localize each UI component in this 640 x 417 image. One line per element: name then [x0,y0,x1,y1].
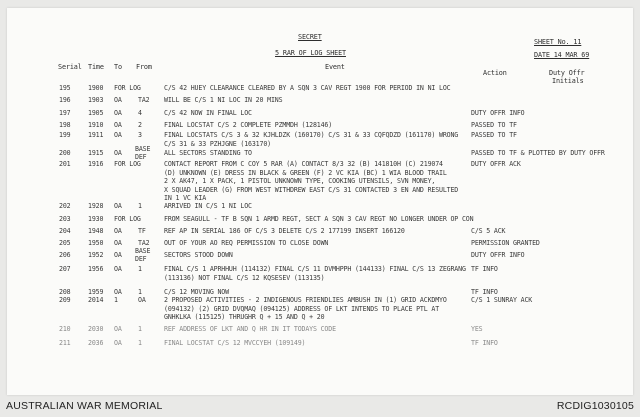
action-cell: C/S 1 SUNRAY ACK [471,296,533,304]
time-cell: 1956 [88,265,104,273]
event-line: 2 X AK47, 1 X PACK, 1 PISTOL UNKNOWN TYPE, COOKING UTENSILS, SVN MONEY, [164,177,436,186]
serial-cell: 197 [59,109,71,117]
to-cell: FOR LOG [114,160,141,168]
from-cell: 1 [138,265,142,273]
serial-cell: 205 [59,239,71,247]
sheet-date: DATE 14 MAR 69 [534,51,590,59]
action-cell: C/S 5 ACK [471,227,506,235]
time-cell: 1903 [88,96,104,104]
to-cell: 1 [114,296,118,304]
serial-cell: 202 [59,202,71,210]
serial-cell: 209 [59,296,71,304]
time-cell: 1900 [88,84,104,92]
serial-cell: 207 [59,265,71,273]
action-cell: DUTY OFFR INFO [471,109,525,117]
action-cell: PASSED TO TF [471,131,517,139]
archive-credit: AUSTRALIAN WAR MEMORIAL [6,400,163,412]
event-line: ALL SECTORS STANDING TO [164,149,252,157]
from-cell-cont: DEF [135,255,147,263]
col-header-to: To [114,63,122,71]
from-cell: 1 [138,325,142,333]
from-cell: 1 [138,339,142,347]
to-cell: OA [114,251,122,259]
to-cell: OA [114,96,122,104]
event-line: SECTORS STOOD DOWN [164,251,233,259]
action-cell: PASSED TO TF & PLOTTED BY DUTY OFFR [471,149,605,157]
event-line: X SQUAD LEADER (G) FROM WEST WITHDREW EAST C/S 31 CONTACTED 3 EN AND RESULTED [164,185,459,194]
sheet-subtitle: 5 RAR OF LOG SHEET [275,49,346,57]
from-cell: TF [138,227,146,235]
serial-cell: 199 [59,131,71,139]
from-cell: TA2 [138,239,150,247]
event-line: FROM SEAGULL - TF B SQN 1 ARMD REGT, SECT A SQN 3 CAV REGT NO LONGER UNDER OP CON [164,215,474,223]
serial-cell: 198 [59,121,71,129]
to-cell: OA [114,131,122,139]
from-cell: BASE [135,247,151,255]
to-cell: OA [114,202,122,210]
from-cell: 2 [138,121,142,129]
event-line: OUT OF YOUR AO REQ PERMISSION TO CLOSE DOWN [164,239,329,247]
event-line: REF AP IN SERIAL 186 OF C/S 3 DELETE C/S 2 177199 INSERT 166120 [164,227,405,235]
serial-cell: 203 [59,215,71,223]
event-line: GNHKLKA (115125) THRUGHR Q + 15 AND Q + 20 [164,313,325,322]
sheet-number: SHEET No. 11 [534,38,582,46]
col-header-from: From [136,63,152,71]
to-cell: OA [114,227,122,235]
serial-cell: 195 [59,84,71,92]
col-header-event: Event [325,63,345,71]
event-line: FINAL LOCSTAT C/S 12 MVCCYEH (109149) [164,339,306,347]
time-cell: 1959 [88,288,104,296]
event-line: FINAL C/S 1 APRHHUH (114132) FINAL C/S 11 DVMHPPH (144133) FINAL C/S 13 ZEGRANG [164,265,466,273]
serial-cell: 210 [59,325,71,333]
event-line: C/S 42 NOW IN FINAL LOC [164,109,252,117]
to-cell: OA [114,121,122,129]
col-header-initials-2: Initials [552,77,584,85]
from-cell-cont: DEF [135,153,147,161]
from-cell: 1 [138,288,142,296]
action-cell: DUTY OFFR INFO [471,251,525,259]
to-cell: OA [114,325,122,333]
to-cell: OA [114,239,122,247]
action-cell: YES [471,325,483,333]
col-header-action: Action [483,69,507,77]
event-line: FINAL LOCSTATS C/S 3 & 32 KJHLDZK (160170) C/S 31 & 33 CQFQDZD (161170) WRONG [164,131,459,139]
security-classification: SECRET [298,33,322,41]
to-cell: OA [114,149,122,157]
time-cell: 1930 [88,215,104,223]
time-cell: 1911 [88,131,104,139]
serial-cell: 196 [59,96,71,104]
col-header-initials-1: Duty Offr [549,69,585,77]
serial-cell: 204 [59,227,71,235]
time-cell: 1915 [88,149,104,157]
time-cell: 1910 [88,121,104,129]
serial-cell: 200 [59,149,71,157]
time-cell: 1916 [88,160,104,168]
serial-cell: 211 [59,339,71,347]
event-line: C/S 42 HUEY CLEARANCE CLEARED BY A SQN 3 CAV REGT 1900 FOR PERIOD IN NI LOC [164,84,451,92]
to-cell: OA [114,109,122,117]
col-header-time: Time [88,63,104,71]
serial-cell: 208 [59,288,71,296]
from-cell: OA [138,296,146,304]
from-cell: 1 [138,202,142,210]
time-cell: 1952 [88,251,104,259]
to-cell: FOR LOG [114,215,141,223]
action-cell: PERMISSION GRANTED [471,239,540,247]
time-cell: 2030 [88,325,104,333]
to-cell: FOR LOG [114,84,141,92]
event-line: (094132) (2) GRID DVQMAQ (094125) ADDRESS OF LKT INTENDS TO PLACE PTL AT [164,304,440,313]
event-line: (113136) NOT FINAL C/S 12 KQSESEV (113135) [164,273,325,282]
to-cell: OA [114,339,122,347]
from-cell: BASE [135,145,151,153]
event-line: ARRIVED IN C/S 1 NI LOC [164,202,252,210]
event-line: C/S 31 & 33 PZHJGNE (163170) [164,139,271,148]
action-cell: PASSED TO TF [471,121,517,129]
time-cell: 2014 [88,296,104,304]
event-line: CONTACT REPORT FROM C COY 5 RAR (A) CONTACT 8/3 32 (B) 141810H (C) 219074 [164,160,443,168]
event-line: WILL BE C/S 1 NI LOC IN 20 MINS [164,96,283,104]
event-line: REF ADDRESS OF LKT AND Q HR IN IT TODAYS CODE [164,325,336,333]
action-cell: TF INFO [471,339,498,347]
to-cell: OA [114,265,122,273]
event-line: FINAL LOCSTAT C/S 2 COMPLETE PZMMDH (128146) [164,121,333,129]
serial-cell: 201 [59,160,71,168]
time-cell: 2036 [88,339,104,347]
time-cell: 1950 [88,239,104,247]
action-cell: TF INFO [471,288,498,296]
from-cell: TA2 [138,96,150,104]
serial-cell: 206 [59,251,71,259]
action-cell: TF INFO [471,265,498,273]
event-line: C/S 12 MOVING NOW [164,288,229,296]
event-line: 2 PROPOSED ACTIVITIES - 2 INDIGENOUS FRIENDLIES AMBUSH IN (1) GRID ACKDMYO [164,296,447,304]
document-reference: RCDIG1030105 [556,400,634,412]
to-cell: OA [114,288,122,296]
event-line: (D) UNKNOWN (E) DRESS IN BLACK & GREEN (F) 2 VC KIA (BC) 1 WIA BLOOD TRAIL [164,168,447,177]
from-cell: 3 [138,131,142,139]
from-cell: 4 [138,109,142,117]
event-line: IN 1 VC KIA [164,194,207,203]
time-cell: 1928 [88,202,104,210]
action-cell: DUTY OFFR ACK [471,160,521,168]
time-cell: 1905 [88,109,104,117]
col-header-serial: Serial [58,63,82,71]
time-cell: 1948 [88,227,104,235]
